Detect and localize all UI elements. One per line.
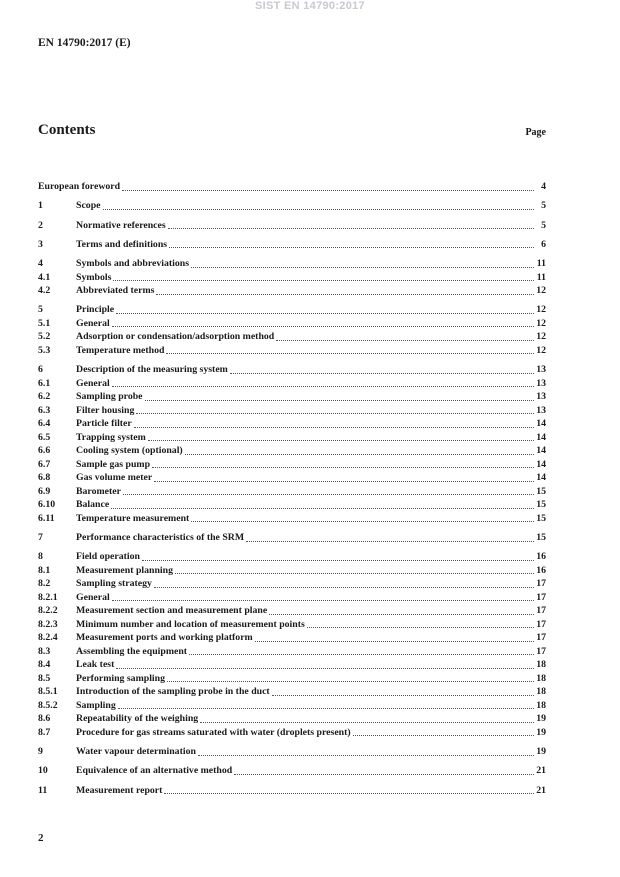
toc-entry-number: 5.1 (38, 317, 51, 329)
toc-entry-page: 17 (536, 578, 546, 590)
toc-entry-page: 16 (536, 551, 546, 563)
toc-entry[interactable] (38, 672, 546, 686)
dot-leader (189, 651, 534, 655)
toc-entry-title: Equivalence of an alternative method (76, 765, 233, 777)
dot-leader (200, 719, 534, 723)
toc-entry[interactable] (38, 745, 546, 759)
toc-entry-number: 6.3 (38, 404, 51, 416)
toc-entry-page: 14 (536, 458, 546, 470)
dot-leader (353, 732, 534, 736)
toc-entry-page: 14 (536, 431, 546, 443)
toc-entry-number: 11 (38, 784, 48, 796)
toc-entry[interactable] (38, 431, 546, 445)
toc-entry-title: Symbols and abbreviations (76, 258, 190, 270)
toc-entry[interactable] (38, 390, 546, 404)
toc-entry-title: Filter housing (76, 404, 135, 416)
toc-entry-number: 6.6 (38, 445, 51, 457)
toc-entry-number: 3 (38, 238, 43, 250)
toc-entry-number: 4.2 (38, 285, 51, 297)
toc-entry-title: Description of the measuring system (76, 364, 228, 376)
toc-entry[interactable] (38, 712, 546, 726)
dot-leader (191, 264, 534, 268)
dot-leader (112, 323, 534, 327)
page-title: Contents (38, 122, 96, 138)
toc-entry-title: Symbols (76, 271, 112, 283)
toc-entry-page: 12 (536, 331, 546, 343)
toc-entry-title: Temperature measurement (76, 512, 190, 524)
toc-entry[interactable] (38, 604, 546, 618)
page-column-label: Page (525, 127, 546, 138)
dot-leader (152, 464, 534, 468)
toc-entry[interactable] (38, 257, 546, 271)
toc-entry[interactable] (38, 764, 546, 778)
toc-entry-number: 6.11 (38, 512, 55, 524)
toc-entry-title: Gas volume meter (76, 472, 153, 484)
toc-entry[interactable] (38, 577, 546, 591)
toc-entry[interactable] (38, 498, 546, 512)
toc-entry-page: 14 (536, 445, 546, 457)
toc-entry-title: Water vapour determination (76, 746, 196, 758)
toc-entry-number: 8.3 (38, 645, 51, 657)
dot-leader (175, 570, 534, 574)
toc-entry-page: 21 (536, 784, 546, 796)
toc-entry-number: 6 (38, 364, 43, 376)
toc-entry-number: 8.4 (38, 659, 51, 671)
toc-entry[interactable] (38, 564, 546, 578)
page-number: 2 (38, 832, 44, 844)
toc-entry-title: Minimum number and location of measurement points (76, 618, 305, 630)
watermark-text: SIST EN 14790:2017 (255, 0, 365, 12)
toc-entry[interactable] (38, 512, 546, 526)
dot-leader (198, 752, 534, 756)
toc-entry-page: 13 (536, 391, 546, 403)
toc-entry[interactable] (38, 271, 546, 285)
dot-leader (307, 624, 534, 628)
dot-leader (134, 424, 534, 428)
toc-entry[interactable] (38, 618, 546, 632)
dot-leader (272, 692, 534, 696)
toc-entry-number: 5.3 (38, 344, 51, 356)
toc-entry[interactable] (38, 317, 546, 331)
toc-entry-number: 5 (38, 304, 43, 316)
toc-entry-number: 2 (38, 219, 43, 231)
toc-entry[interactable] (38, 550, 546, 564)
dot-leader (168, 225, 534, 229)
toc-entry-page: 17 (536, 605, 546, 617)
toc-entry-page: 21 (536, 765, 546, 777)
toc-entry-number: 7 (38, 532, 43, 544)
toc-entry-page: 5 (541, 219, 546, 231)
toc-entry-number: 6.5 (38, 431, 51, 443)
toc-entry-page: 17 (536, 618, 546, 630)
toc-entry[interactable] (38, 330, 546, 344)
toc-entry[interactable] (38, 591, 546, 605)
toc-entry-title: Leak test (76, 659, 115, 671)
toc-entry-page: 19 (536, 713, 546, 725)
toc-entry[interactable] (38, 417, 546, 431)
toc-entry[interactable] (38, 485, 546, 499)
toc-entry[interactable] (38, 458, 546, 472)
dot-leader (169, 244, 534, 248)
toc-entry[interactable] (38, 631, 546, 645)
toc-entry-number: 5.2 (38, 331, 51, 343)
toc-entry[interactable] (38, 363, 546, 377)
dot-leader (255, 638, 534, 642)
toc-entry[interactable] (38, 284, 546, 298)
toc-entry-page: 6 (541, 238, 546, 250)
toc-entry-title: Terms and definitions (76, 238, 168, 250)
dot-leader (246, 538, 534, 542)
toc-entry-page: 18 (536, 686, 546, 698)
dot-leader (145, 397, 534, 401)
table-of-contents (38, 180, 546, 797)
toc-entry-title: Principle (76, 304, 115, 316)
toc-entry-number: 6.7 (38, 458, 51, 470)
toc-entry-number: 4 (38, 258, 43, 270)
dot-leader (167, 678, 534, 682)
toc-entry[interactable] (38, 726, 546, 740)
toc-entry[interactable] (38, 645, 546, 659)
toc-entry-number: 9 (38, 746, 43, 758)
toc-entry-number: 6.9 (38, 485, 51, 497)
toc-entry-number: 6.8 (38, 472, 51, 484)
toc-entry-number: 8.2.4 (38, 632, 58, 644)
toc-entry-page: 15 (536, 485, 546, 497)
toc-entry-title: European foreword (38, 181, 121, 192)
toc-entry-page: 13 (536, 364, 546, 376)
toc-entry-title: Cooling system (optional) (76, 445, 183, 457)
toc-entry-title: Measurement ports and working platform (76, 632, 253, 644)
dot-leader (142, 557, 534, 561)
toc-entry-title: General (76, 377, 110, 389)
toc-entry-number: 8.5 (38, 672, 51, 684)
document-id: EN 14790:2017 (E) (38, 37, 131, 49)
toc-entry[interactable] (38, 219, 546, 233)
dot-leader (112, 597, 534, 601)
dot-leader (118, 705, 534, 709)
dot-leader (123, 491, 534, 495)
toc-entry-title: Performing sampling (76, 672, 165, 684)
toc-entry-title: Measurement report (76, 784, 163, 796)
toc-entry-page: 12 (536, 344, 546, 356)
toc-entry-title: Field operation (76, 551, 140, 563)
toc-entry[interactable] (38, 658, 546, 672)
toc-entry-title: Sampling (76, 699, 116, 711)
toc-entry-number: 1 (38, 200, 43, 212)
toc-entry-page: 12 (536, 317, 546, 329)
toc-entry-title: Performance characteristics of the SRM (76, 532, 245, 544)
toc-entry-number: 8.5.1 (38, 686, 58, 698)
toc-entry-page: 18 (536, 699, 546, 711)
toc-entry-title: Trapping system (76, 431, 146, 443)
dot-leader (136, 410, 534, 414)
dot-leader (116, 310, 534, 314)
toc-entry-title: General (76, 591, 110, 603)
toc-entry-title: Normative references (76, 219, 166, 231)
toc-entry-title: Sampling strategy (76, 578, 152, 590)
toc-entry-number: 8.1 (38, 564, 51, 576)
toc-entry-number: 8.6 (38, 713, 51, 725)
toc-entry[interactable] (38, 685, 546, 699)
dot-leader (111, 505, 534, 509)
toc-entry-page: 16 (536, 564, 546, 576)
toc-entry-page: 18 (536, 659, 546, 671)
toc-entry-page: 17 (536, 591, 546, 603)
toc-entry[interactable] (38, 199, 546, 213)
toc-entry-page: 15 (536, 532, 546, 544)
dot-leader (116, 665, 534, 669)
dot-leader (156, 291, 534, 295)
dot-leader (113, 277, 534, 281)
toc-entry-title: Particle filter (76, 418, 132, 430)
toc-entry-number: 6.2 (38, 391, 51, 403)
toc-entry-page: 12 (536, 285, 546, 297)
toc-entry-number: 8.7 (38, 726, 51, 738)
toc-entry-title: Adsorption or condensation/adsorption method (76, 331, 275, 343)
toc-entry-page: 19 (536, 726, 546, 738)
dot-leader (148, 437, 534, 441)
toc-entry-number: 8.5.2 (38, 699, 58, 711)
toc-entry-page: 4 (541, 181, 546, 192)
toc-entry[interactable] (38, 471, 546, 485)
toc-entry-title: Sample gas pump (76, 458, 151, 470)
toc-entry-title: Measurement section and measurement plane (76, 605, 268, 617)
dot-leader (164, 790, 534, 794)
toc-entry-page: 15 (536, 512, 546, 524)
toc-entry-page: 5 (541, 200, 546, 212)
toc-entry-title: Repeatability of the weighing (76, 713, 199, 725)
toc-entry-number: 8 (38, 551, 43, 563)
toc-entry-page: 13 (536, 377, 546, 389)
toc-entry-page: 13 (536, 404, 546, 416)
toc-entry-title: Assembling the equipment (76, 645, 188, 657)
toc-entry-page: 14 (536, 418, 546, 430)
toc-entry-number: 6.4 (38, 418, 51, 430)
toc-entry-page: 18 (536, 672, 546, 684)
toc-entry-number: 8.2.1 (38, 591, 58, 603)
toc-entry[interactable] (38, 377, 546, 391)
toc-entry[interactable] (38, 344, 546, 358)
toc-entry-number: 6.1 (38, 377, 51, 389)
toc-entry-page: 17 (536, 632, 546, 644)
toc-entry-page: 19 (536, 746, 546, 758)
toc-entry-title: Measurement planning (76, 564, 173, 576)
toc-entry-page: 11 (536, 258, 546, 270)
toc-entry[interactable] (38, 784, 546, 798)
dot-leader (166, 350, 534, 354)
toc-entry-page: 15 (536, 499, 546, 511)
toc-entry[interactable] (38, 531, 546, 545)
toc-entry[interactable] (38, 444, 546, 458)
toc-entry[interactable] (38, 303, 546, 317)
toc-entry-title: General (76, 317, 110, 329)
toc-entry-title: Balance (76, 499, 110, 511)
toc-entry-number: 6.10 (38, 499, 56, 511)
toc-entry-title: Abbreviated terms (76, 285, 155, 297)
toc-entry[interactable] (38, 699, 546, 713)
dot-leader (191, 518, 534, 522)
toc-entry-title: Introduction of the sampling probe in the duct (76, 686, 270, 698)
dot-leader (234, 771, 534, 775)
dot-leader (185, 451, 534, 455)
toc-entry-number: 4.1 (38, 271, 51, 283)
dot-leader (103, 206, 535, 210)
toc-entry-page: 17 (536, 645, 546, 657)
toc-entry-title: Temperature method (76, 344, 165, 356)
toc-entry-number: 8.2 (38, 578, 51, 590)
dot-leader (269, 611, 534, 615)
dot-leader (112, 383, 534, 387)
toc-entry-title: Scope (76, 200, 101, 212)
toc-entry-number: 8.2.2 (38, 605, 58, 617)
toc-entry-title: Procedure for gas streams saturated with water (droplets present) (76, 726, 351, 738)
dot-leader (276, 337, 534, 341)
dot-leader (154, 478, 534, 482)
toc-entry-number: 10 (38, 765, 48, 777)
toc-entry-number: 8.2.3 (38, 618, 58, 630)
dot-leader (122, 187, 534, 191)
toc-entry-page: 12 (536, 304, 546, 316)
toc-entry[interactable] (38, 238, 546, 252)
toc-entry-title: Barometer (76, 485, 121, 497)
toc-entry-page: 11 (536, 271, 546, 283)
dot-leader (230, 370, 534, 374)
dot-leader (154, 584, 534, 588)
toc-entry-title: Sampling probe (76, 391, 143, 403)
toc-entry[interactable] (38, 180, 546, 194)
toc-entry[interactable] (38, 404, 546, 418)
toc-entry-page: 14 (536, 472, 546, 484)
